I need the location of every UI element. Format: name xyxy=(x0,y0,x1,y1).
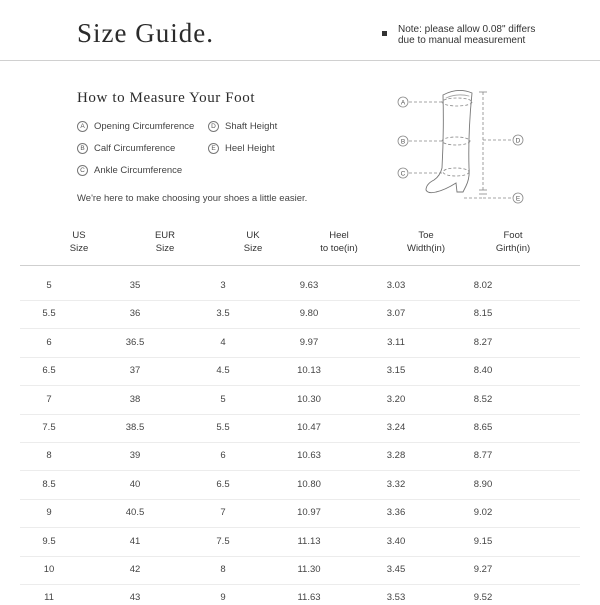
row-divider xyxy=(20,328,580,329)
cell-eur-size: 41 xyxy=(129,536,141,547)
cell-eur-size: 38.5 xyxy=(125,422,145,433)
cell-uk-size: 7 xyxy=(220,507,226,518)
cell-us-size: 10 xyxy=(43,564,55,575)
measurement-note: Note: please allow 0.08" differs due to manual measurement xyxy=(398,24,536,46)
cell-us-size: 6 xyxy=(46,337,52,348)
legend-label: Opening Circumference xyxy=(94,121,195,132)
cell-heel-to-toe: 10.30 xyxy=(297,394,321,405)
guide-ellipse-opening xyxy=(442,98,472,106)
cell-foot-girth: 8.27 xyxy=(473,337,493,348)
legend-label: Ankle Circumference xyxy=(94,165,183,176)
cell-heel-to-toe: 10.47 xyxy=(297,422,321,433)
header-uk-size: UK Size xyxy=(243,230,263,254)
cell-toe-width: 3.45 xyxy=(386,564,406,575)
header-divider xyxy=(0,60,600,61)
cell-toe-width: 3.53 xyxy=(386,592,406,603)
size-table-header xyxy=(20,229,580,265)
legend-letter-icon: B xyxy=(77,143,88,154)
page-title: Size Guide. xyxy=(77,18,214,48)
header-heel-to-toe: Heel to toe(in) xyxy=(320,230,358,254)
table-row xyxy=(0,535,600,549)
cell-foot-girth: 8.52 xyxy=(473,394,493,405)
row-divider xyxy=(20,470,580,471)
cell-eur-size: 43 xyxy=(129,592,141,603)
cell-eur-size: 40 xyxy=(129,479,141,490)
legend-label: Heel Height xyxy=(225,143,275,154)
cell-uk-size: 8 xyxy=(220,564,226,575)
cell-foot-girth: 8.65 xyxy=(473,422,493,433)
cell-heel-to-toe: 10.13 xyxy=(297,365,321,376)
cell-foot-girth: 8.02 xyxy=(473,280,493,291)
legend-label: Calf Circumference xyxy=(94,143,176,154)
cell-uk-size: 4 xyxy=(220,337,226,348)
cell-foot-girth: 8.77 xyxy=(473,450,493,461)
cell-heel-to-toe: 10.97 xyxy=(297,507,321,518)
row-divider xyxy=(20,527,580,528)
header-toe-width: Toe Width(in) xyxy=(406,230,445,254)
cell-foot-girth: 9.52 xyxy=(473,592,493,603)
legend-letter-icon: A xyxy=(77,121,88,132)
header-us-size: US Size xyxy=(69,230,89,254)
cell-heel-to-toe: 11.13 xyxy=(297,536,321,547)
row-divider xyxy=(20,357,580,358)
cell-foot-girth: 9.02 xyxy=(473,507,493,518)
cell-us-size: 7 xyxy=(46,394,52,405)
row-divider xyxy=(20,584,580,585)
legend-item-shaft-height xyxy=(208,121,277,132)
cell-heel-to-toe: 11.30 xyxy=(297,564,321,575)
table-row xyxy=(0,563,600,577)
guide-ellipse-ankle xyxy=(443,168,469,176)
cell-eur-size: 42 xyxy=(129,564,141,575)
cell-eur-size: 36.5 xyxy=(125,337,145,348)
table-row xyxy=(0,364,600,378)
cell-heel-to-toe: 10.80 xyxy=(297,479,321,490)
cell-uk-size: 9 xyxy=(220,592,226,603)
table-header-divider xyxy=(20,265,580,266)
diagram-label-e: E xyxy=(515,195,521,203)
header-eur-size: EUR Size xyxy=(154,230,176,254)
cell-uk-size: 5 xyxy=(220,394,226,405)
cell-heel-to-toe: 11.63 xyxy=(297,592,321,603)
cell-us-size: 5.5 xyxy=(42,308,56,319)
legend-letter-icon: C xyxy=(77,165,88,176)
measure-heading: How to Measure Your Foot xyxy=(77,90,256,106)
cell-uk-size: 6 xyxy=(220,450,226,461)
cell-foot-girth: 8.40 xyxy=(473,365,493,376)
cell-foot-girth: 9.27 xyxy=(473,564,493,575)
table-row xyxy=(0,421,600,435)
cell-us-size: 9.5 xyxy=(42,536,56,547)
cell-us-size: 9 xyxy=(46,507,52,518)
cell-eur-size: 38 xyxy=(129,394,141,405)
row-divider xyxy=(20,414,580,415)
cell-toe-width: 3.32 xyxy=(386,479,406,490)
cell-foot-girth: 9.15 xyxy=(473,536,493,547)
cell-uk-size: 6.5 xyxy=(216,479,230,490)
row-divider xyxy=(20,300,580,301)
row-divider xyxy=(20,499,580,500)
cell-uk-size: 3 xyxy=(220,280,226,291)
note-bullet xyxy=(382,31,387,36)
cell-us-size: 7.5 xyxy=(42,422,56,433)
table-row xyxy=(0,336,600,350)
table-row xyxy=(0,307,600,321)
cell-heel-to-toe: 9.63 xyxy=(299,280,319,291)
cell-us-size: 8 xyxy=(46,450,52,461)
table-row xyxy=(0,393,600,407)
boot-inner-opening xyxy=(446,95,469,98)
cell-toe-width: 3.24 xyxy=(386,422,406,433)
cell-toe-width: 3.11 xyxy=(387,337,405,348)
legend-item-calf-circumference xyxy=(77,143,175,154)
cell-uk-size: 7.5 xyxy=(216,536,230,547)
table-row xyxy=(0,478,600,492)
legend-item-opening-circumference xyxy=(77,121,194,132)
cell-foot-girth: 8.90 xyxy=(473,479,493,490)
legend-label: Shaft Height xyxy=(225,121,278,132)
cell-us-size: 5 xyxy=(46,280,52,291)
diagram-label-a: A xyxy=(400,99,406,107)
cell-uk-size: 3.5 xyxy=(216,308,230,319)
cell-toe-width: 3.15 xyxy=(386,365,406,376)
cell-toe-width: 3.03 xyxy=(386,280,406,291)
table-row xyxy=(0,449,600,463)
cell-eur-size: 39 xyxy=(129,450,141,461)
diagram-label-b: B xyxy=(400,138,406,146)
cell-heel-to-toe: 9.97 xyxy=(299,337,319,348)
row-divider xyxy=(20,556,580,557)
cell-us-size: 6.5 xyxy=(42,365,56,376)
cell-toe-width: 3.28 xyxy=(386,450,406,461)
table-row xyxy=(0,506,600,520)
table-row xyxy=(0,591,600,605)
boot-outline xyxy=(426,90,472,192)
cell-toe-width: 3.20 xyxy=(386,394,406,405)
cell-eur-size: 36 xyxy=(129,308,141,319)
cell-us-size: 8.5 xyxy=(42,479,56,490)
cell-toe-width: 3.40 xyxy=(386,536,406,547)
boot-diagram xyxy=(390,82,540,212)
header-foot-girth: Foot Girth(in) xyxy=(495,230,531,254)
cell-heel-to-toe: 9.80 xyxy=(299,308,319,319)
cell-us-size: 11 xyxy=(44,592,54,603)
tagline: We're here to make choosing your shoes a little easier. xyxy=(77,193,308,204)
diagram-label-d: D xyxy=(515,137,521,145)
cell-uk-size: 5.5 xyxy=(216,422,230,433)
row-divider xyxy=(20,442,580,443)
cell-eur-size: 35 xyxy=(129,280,141,291)
legend-item-heel-height xyxy=(208,143,275,154)
cell-toe-width: 3.36 xyxy=(386,507,406,518)
cell-heel-to-toe: 10.63 xyxy=(297,450,321,461)
legend-letter-icon: E xyxy=(208,143,219,154)
cell-eur-size: 40.5 xyxy=(125,507,145,518)
legend-item-ankle-circumference xyxy=(77,165,182,176)
cell-toe-width: 3.07 xyxy=(386,308,406,319)
table-row xyxy=(0,279,600,293)
cell-uk-size: 4.5 xyxy=(216,365,230,376)
guide-ellipse-calf xyxy=(442,137,470,145)
row-divider xyxy=(20,385,580,386)
legend-letter-icon: D xyxy=(208,121,219,132)
cell-foot-girth: 8.15 xyxy=(473,308,493,319)
diagram-label-c: C xyxy=(400,170,406,178)
cell-eur-size: 37 xyxy=(129,365,141,376)
